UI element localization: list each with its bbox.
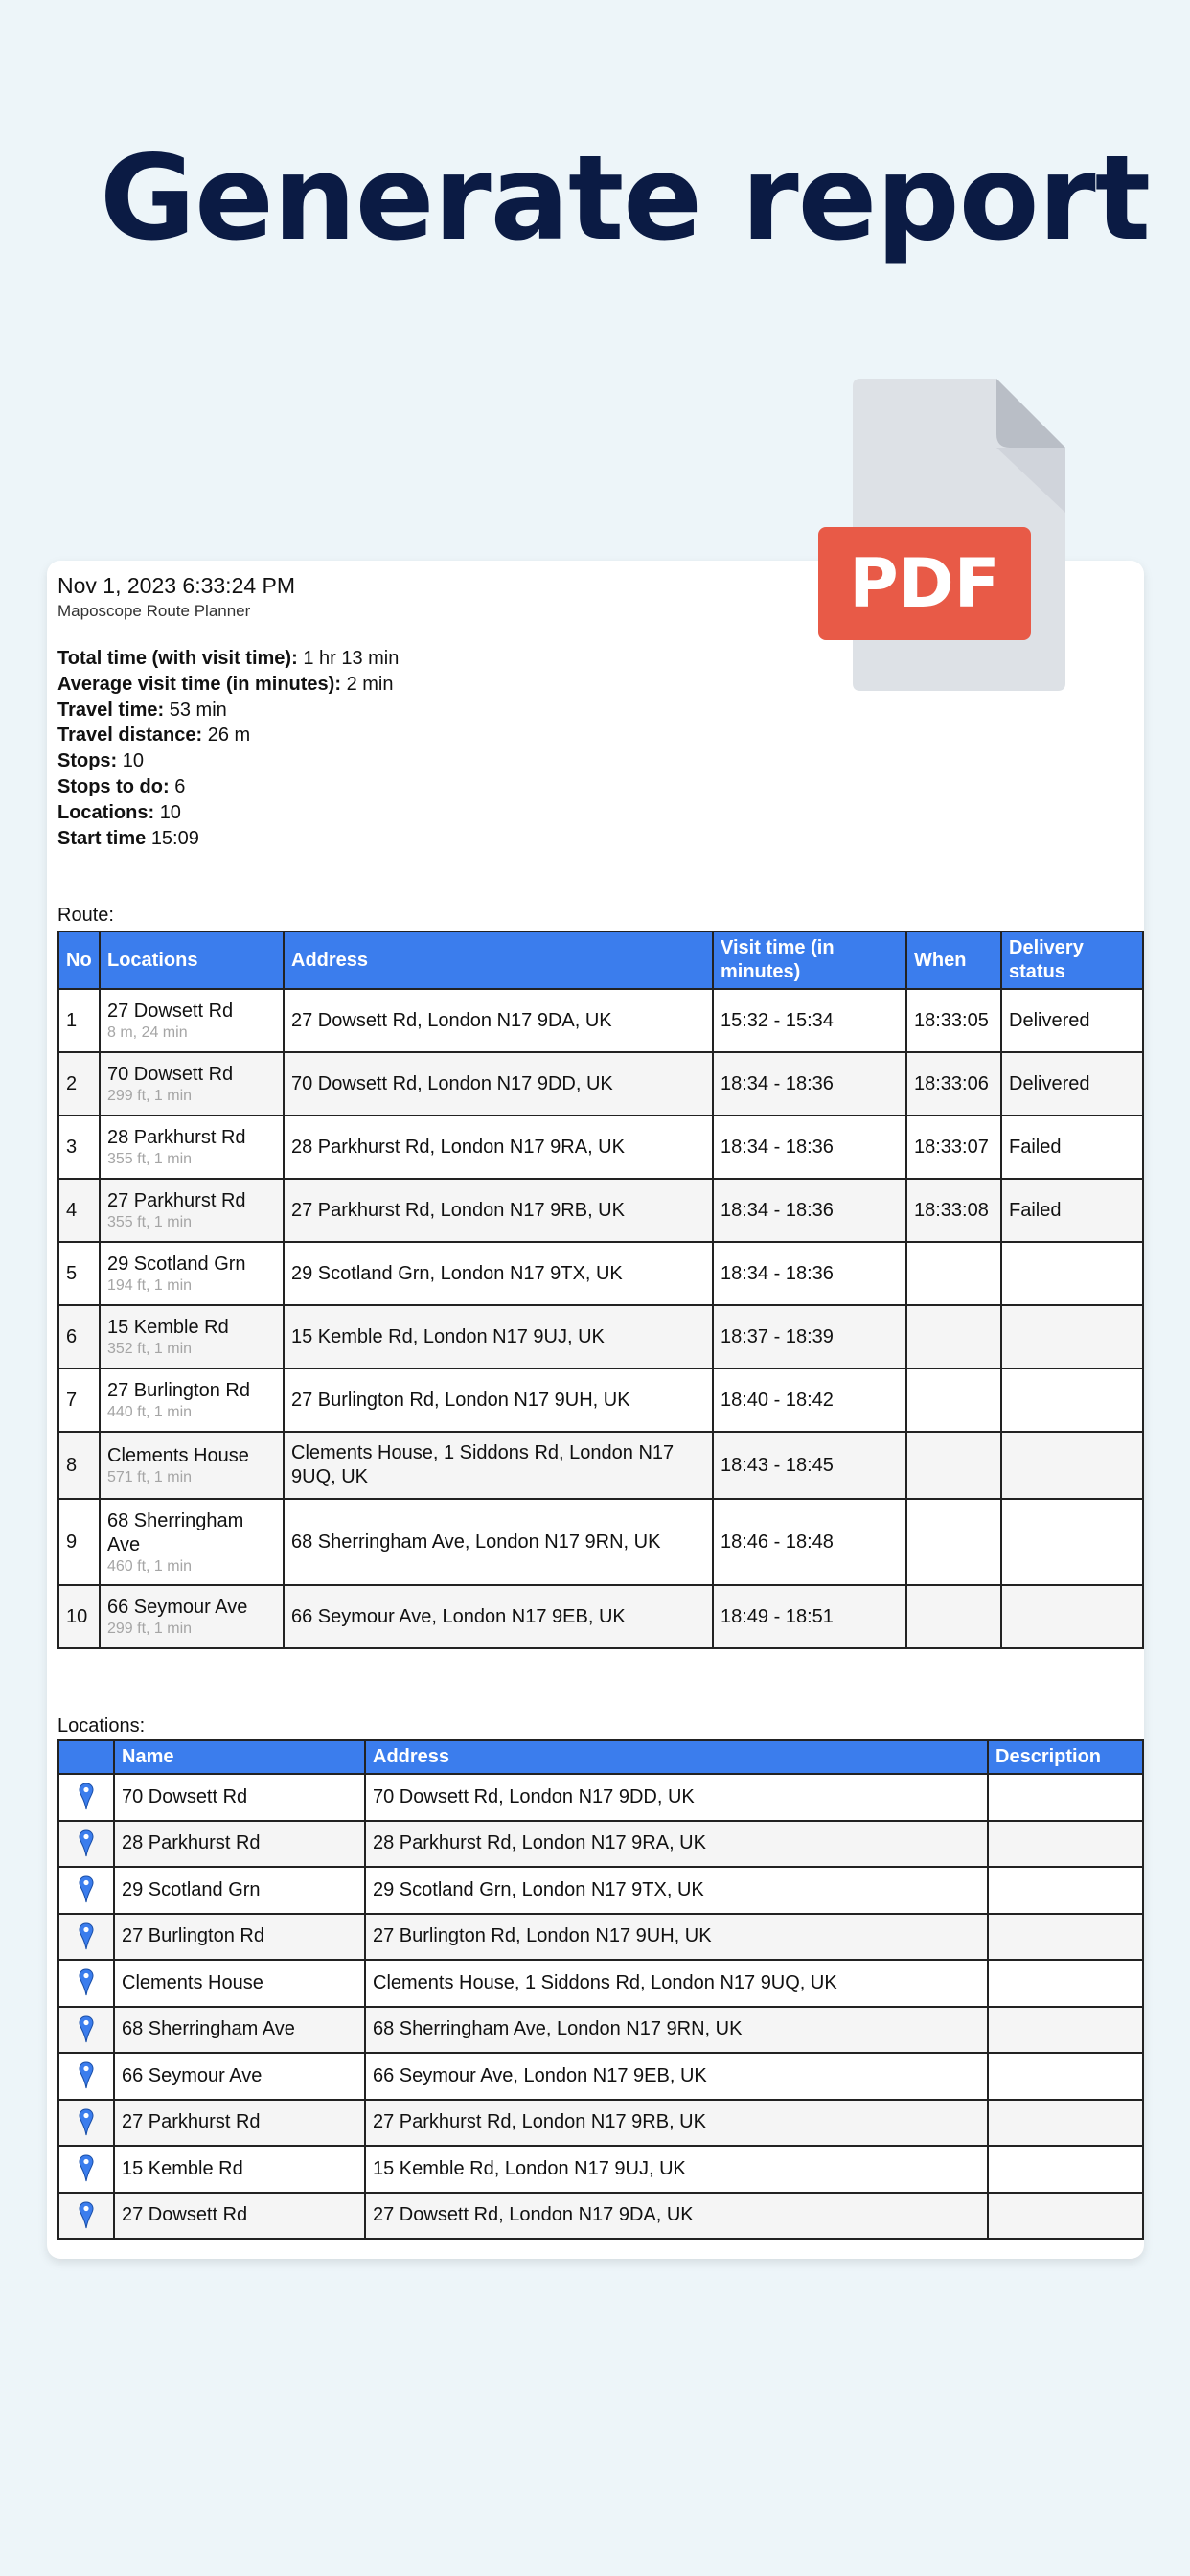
route-column-header: Locations xyxy=(100,932,284,989)
stat-value: 53 min xyxy=(169,699,227,721)
stop-distance: 571 ft, 1 min xyxy=(107,1469,193,1485)
stop-address: 68 Sherringham Ave, London N17 9RN, UK xyxy=(284,1499,713,1585)
locations-header-row xyxy=(58,1740,1143,1774)
location-name: 29 Scotland Grn xyxy=(114,1867,365,1914)
stop-distance: 352 ft, 1 min xyxy=(107,1341,193,1357)
stop-number: 1 xyxy=(58,989,100,1052)
stat-label: Travel time: xyxy=(57,699,165,721)
stop-delivery-status xyxy=(1001,1305,1143,1368)
headline: Generate report xyxy=(100,130,1151,266)
locations-column-header: Description xyxy=(988,1740,1143,1774)
stop-name: 15 Kemble Rd xyxy=(107,1317,229,1338)
stat-row xyxy=(57,800,1142,826)
route-section-label: Route: xyxy=(57,905,114,926)
location-pin-cell xyxy=(58,1774,114,1821)
stop-name: 70 Dowsett Rd xyxy=(107,1064,234,1085)
stop-when: 18:33:08 xyxy=(906,1179,1001,1242)
location-name: 70 Dowsett Rd xyxy=(114,1774,365,1821)
location-name: 27 Burlington Rd xyxy=(114,1914,365,1961)
stat-value: 10 xyxy=(122,750,145,772)
stop-address: Clements House, 1 Siddons Rd, London N17 9UQ, UK xyxy=(284,1432,713,1499)
stop-visit-time: 18:34 - 18:36 xyxy=(713,1242,906,1305)
stop-address: 27 Burlington Rd, London N17 9UH, UK xyxy=(284,1368,713,1432)
location-name: 68 Sherringham Ave xyxy=(114,2007,365,2054)
stop-number: 2 xyxy=(58,1052,100,1116)
stat-label: Travel distance: xyxy=(57,724,203,747)
location-description xyxy=(988,1960,1143,2007)
stop-number: 3 xyxy=(58,1116,100,1179)
stat-row xyxy=(57,774,1142,800)
stop-when: 18:33:05 xyxy=(906,989,1001,1052)
route-column-header: No xyxy=(58,932,100,989)
stop-delivery-status: Failed xyxy=(1001,1116,1143,1179)
stop-delivery-status: Delivered xyxy=(1001,1052,1143,1116)
route-column-header: When xyxy=(906,932,1001,989)
location-row xyxy=(58,1821,1143,1868)
locations-section-label: Locations: xyxy=(57,1715,146,1736)
stop-distance: 299 ft, 1 min xyxy=(107,1088,193,1104)
stop-number: 10 xyxy=(58,1585,100,1648)
stop-name: 68 Sherringham Ave xyxy=(107,1509,244,1555)
location-row xyxy=(58,2193,1143,2240)
stop-distance: 299 ft, 1 min xyxy=(107,1621,193,1637)
location-address: 29 Scotland Grn, London N17 9TX, UK xyxy=(365,1867,988,1914)
route-row xyxy=(58,1432,1143,1499)
location-pin-cell xyxy=(58,2100,114,2147)
stop-delivery-status xyxy=(1001,1499,1143,1585)
stat-value: 2 min xyxy=(346,673,394,695)
stop-location xyxy=(100,1052,284,1116)
location-pin-cell xyxy=(58,1960,114,2007)
stop-name: 27 Burlington Rd xyxy=(107,1380,250,1401)
stop-distance: 460 ft, 1 min xyxy=(107,1557,193,1575)
location-name: 15 Kemble Rd xyxy=(114,2146,365,2193)
stop-name: Clements House xyxy=(107,1445,249,1466)
location-name: 66 Seymour Ave xyxy=(114,2053,365,2100)
map-pin-icon xyxy=(79,2061,94,2090)
location-row xyxy=(58,1914,1143,1961)
report-content xyxy=(57,573,1142,851)
location-description xyxy=(988,2007,1143,2054)
stat-row xyxy=(57,672,1142,698)
stat-value: 15:09 xyxy=(150,827,199,849)
location-address: 27 Dowsett Rd, London N17 9DA, UK xyxy=(365,2193,988,2240)
location-row xyxy=(58,1867,1143,1914)
location-description xyxy=(988,1867,1143,1914)
route-row xyxy=(58,1179,1143,1242)
stop-location xyxy=(100,1499,284,1585)
location-address: Clements House, 1 Siddons Rd, London N17 9UQ, UK xyxy=(365,1960,988,2007)
route-row xyxy=(58,1368,1143,1432)
stop-visit-time: 18:49 - 18:51 xyxy=(713,1585,906,1648)
location-description xyxy=(988,2053,1143,2100)
stat-row xyxy=(57,826,1142,852)
stat-label: Stops: xyxy=(57,750,118,772)
stop-when: 18:33:06 xyxy=(906,1052,1001,1116)
stop-visit-time: 18:43 - 18:45 xyxy=(713,1432,906,1499)
location-row xyxy=(58,2007,1143,2054)
location-name: 27 Dowsett Rd xyxy=(114,2193,365,2240)
stop-delivery-status xyxy=(1001,1585,1143,1648)
location-pin-cell xyxy=(58,2053,114,2100)
location-address: 15 Kemble Rd, London N17 9UJ, UK xyxy=(365,2146,988,2193)
route-row xyxy=(58,1116,1143,1179)
location-address: 66 Seymour Ave, London N17 9EB, UK xyxy=(365,2053,988,2100)
route-row xyxy=(58,989,1143,1052)
stat-label: Locations: xyxy=(57,801,155,823)
stop-when xyxy=(906,1585,1001,1648)
location-address: 27 Parkhurst Rd, London N17 9RB, UK xyxy=(365,2100,988,2147)
stat-label: Start time xyxy=(57,827,147,849)
summary-stats xyxy=(57,646,1142,851)
location-row xyxy=(58,2146,1143,2193)
location-description xyxy=(988,1914,1143,1961)
stop-name: 27 Dowsett Rd xyxy=(107,1000,234,1022)
stop-visit-time: 15:32 - 15:34 xyxy=(713,989,906,1052)
stop-when xyxy=(906,1368,1001,1432)
stop-number: 4 xyxy=(58,1179,100,1242)
stop-visit-time: 18:37 - 18:39 xyxy=(713,1305,906,1368)
stop-delivery-status xyxy=(1001,1368,1143,1432)
location-row xyxy=(58,2100,1143,2147)
stop-visit-time: 18:46 - 18:48 xyxy=(713,1499,906,1585)
location-name: Clements House xyxy=(114,1960,365,2007)
stat-row xyxy=(57,748,1142,774)
route-column-header: Delivery status xyxy=(1001,932,1143,989)
stop-visit-time: 18:40 - 18:42 xyxy=(713,1368,906,1432)
stop-location xyxy=(100,1368,284,1432)
stop-when xyxy=(906,1432,1001,1499)
locations-column-header: Name xyxy=(114,1740,365,1774)
location-address: 27 Burlington Rd, London N17 9UH, UK xyxy=(365,1914,988,1961)
location-row xyxy=(58,2053,1143,2100)
map-pin-icon xyxy=(79,2015,94,2044)
location-description xyxy=(988,2100,1143,2147)
pdf-badge-label: PDF xyxy=(849,544,1000,623)
stat-value: 6 xyxy=(174,775,186,797)
stat-row xyxy=(57,646,1142,672)
stop-location xyxy=(100,1585,284,1648)
location-description xyxy=(988,2193,1143,2240)
stop-address: 27 Parkhurst Rd, London N17 9RB, UK xyxy=(284,1179,713,1242)
location-row xyxy=(58,1960,1143,2007)
stat-row xyxy=(57,723,1142,748)
stop-location xyxy=(100,1179,284,1242)
stop-distance: 440 ft, 1 min xyxy=(107,1404,193,1420)
stop-distance: 355 ft, 1 min xyxy=(107,1214,193,1230)
stop-distance: 194 ft, 1 min xyxy=(107,1277,193,1294)
location-name: 28 Parkhurst Rd xyxy=(114,1821,365,1868)
stop-name: 27 Parkhurst Rd xyxy=(107,1190,246,1211)
map-pin-icon xyxy=(79,1829,94,1858)
stat-label: Average visit time (in minutes): xyxy=(57,673,341,695)
stop-visit-time: 18:34 - 18:36 xyxy=(713,1052,906,1116)
location-address: 70 Dowsett Rd, London N17 9DD, UK xyxy=(365,1774,988,1821)
route-row xyxy=(58,1305,1143,1368)
stat-row xyxy=(57,698,1142,724)
stop-name: 29 Scotland Grn xyxy=(107,1254,246,1275)
location-pin-cell xyxy=(58,2193,114,2240)
route-row xyxy=(58,1052,1143,1116)
route-row xyxy=(58,1585,1143,1648)
map-pin-icon xyxy=(79,1922,94,1951)
map-pin-icon xyxy=(79,2108,94,2137)
location-name: 27 Parkhurst Rd xyxy=(114,2100,365,2147)
stop-name: 66 Seymour Ave xyxy=(107,1597,248,1618)
location-description xyxy=(988,1821,1143,1868)
stop-when xyxy=(906,1499,1001,1585)
stat-label: Stops to do: xyxy=(57,775,170,797)
map-pin-icon xyxy=(79,1782,94,1811)
stop-distance: 8 m, 24 min xyxy=(107,1024,188,1041)
map-pin-icon xyxy=(79,2154,94,2183)
stop-address: 27 Dowsett Rd, London N17 9DA, UK xyxy=(284,989,713,1052)
stop-location xyxy=(100,1116,284,1179)
locations-column-header xyxy=(58,1740,114,1774)
locations-table xyxy=(57,1739,1144,2240)
stop-when xyxy=(906,1242,1001,1305)
route-column-header: Visit time (in minutes) xyxy=(713,932,906,989)
location-description xyxy=(988,1774,1143,1821)
location-pin-cell xyxy=(58,1821,114,1868)
stat-value: 1 hr 13 min xyxy=(303,648,400,669)
stop-distance: 355 ft, 1 min xyxy=(107,1151,193,1167)
location-pin-cell xyxy=(58,1867,114,1914)
stat-value: 26 m xyxy=(207,724,251,747)
stop-visit-time: 18:34 - 18:36 xyxy=(713,1179,906,1242)
stop-address: 15 Kemble Rd, London N17 9UJ, UK xyxy=(284,1305,713,1368)
stop-location xyxy=(100,1242,284,1305)
stop-address: 28 Parkhurst Rd, London N17 9RA, UK xyxy=(284,1116,713,1179)
stat-label: Total time (with visit time): xyxy=(57,648,298,669)
app-name: Maposcope Route Planner xyxy=(57,602,251,620)
stop-delivery-status xyxy=(1001,1242,1143,1305)
location-description xyxy=(988,2146,1143,2193)
stop-delivery-status xyxy=(1001,1432,1143,1499)
route-table xyxy=(57,931,1144,1649)
route-header-row xyxy=(58,932,1143,989)
stop-number: 9 xyxy=(58,1499,100,1585)
location-address: 68 Sherringham Ave, London N17 9RN, UK xyxy=(365,2007,988,2054)
route-row xyxy=(58,1499,1143,1585)
location-pin-cell xyxy=(58,1914,114,1961)
stop-location xyxy=(100,1305,284,1368)
stop-delivery-status: Delivered xyxy=(1001,989,1143,1052)
stop-address: 29 Scotland Grn, London N17 9TX, UK xyxy=(284,1242,713,1305)
stop-when: 18:33:07 xyxy=(906,1116,1001,1179)
stop-delivery-status: Failed xyxy=(1001,1179,1143,1242)
route-column-header: Address xyxy=(284,932,713,989)
stop-when xyxy=(906,1305,1001,1368)
stop-number: 8 xyxy=(58,1432,100,1499)
location-pin-cell xyxy=(58,2007,114,2054)
route-row xyxy=(58,1242,1143,1305)
stop-visit-time: 18:34 - 18:36 xyxy=(713,1116,906,1179)
stop-address: 66 Seymour Ave, London N17 9EB, UK xyxy=(284,1585,713,1648)
location-pin-cell xyxy=(58,2146,114,2193)
stop-name: 28 Parkhurst Rd xyxy=(107,1127,246,1148)
map-pin-icon xyxy=(79,1968,94,1997)
locations-column-header: Address xyxy=(365,1740,988,1774)
map-pin-icon xyxy=(79,1875,94,1904)
location-address: 28 Parkhurst Rd, London N17 9RA, UK xyxy=(365,1821,988,1868)
location-row xyxy=(58,1774,1143,1821)
stat-value: 10 xyxy=(159,801,181,823)
stop-location xyxy=(100,1432,284,1499)
stop-address: 70 Dowsett Rd, London N17 9DD, UK xyxy=(284,1052,713,1116)
stop-number: 7 xyxy=(58,1368,100,1432)
stop-number: 6 xyxy=(58,1305,100,1368)
map-pin-icon xyxy=(79,2201,94,2230)
stop-location xyxy=(100,989,284,1052)
stop-number: 5 xyxy=(58,1242,100,1305)
report-date: Nov 1, 2023 6:33:24 PM xyxy=(57,573,296,598)
